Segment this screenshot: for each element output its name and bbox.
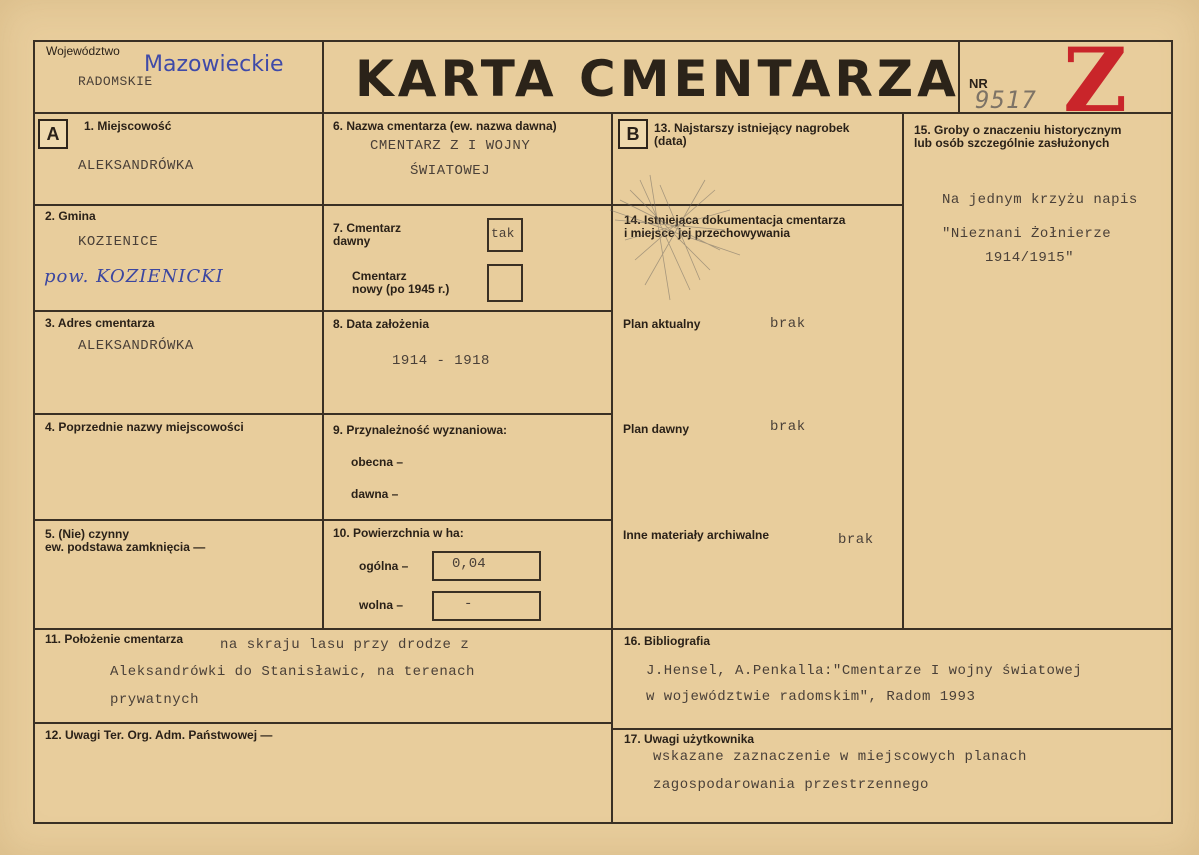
field-15-label: 15. Groby o znaczeniu historycznym lub osób szczególnie zasłużonych	[914, 123, 1122, 150]
field-4-label: 4. Poprzednie nazwy miejscowości	[45, 420, 244, 434]
row-line-c2-2	[322, 310, 613, 312]
field-6-label: 6. Nazwa cmentarza (ew. nazwa dawna)	[333, 119, 557, 133]
wojewodztwo-stamp: Mazowieckie	[144, 52, 284, 77]
col-divider-3	[902, 112, 904, 630]
z-mark: Z	[1063, 28, 1128, 132]
field-7-nowy-label: Cmentarz nowy (po 1945 r.)	[352, 269, 450, 296]
field-17-line2: zagospodarowania przestrzennego	[653, 777, 929, 793]
field-11-label: 11. Położenie cmentarza	[45, 632, 184, 646]
field-10-wolna-label: wolna –	[359, 598, 404, 612]
field-10-ogolna-box	[432, 551, 541, 581]
frame-top	[33, 40, 1173, 42]
row-line-c1-1	[33, 204, 324, 206]
frame-right	[1171, 40, 1173, 824]
wojewodztwo-label: Województwo	[46, 44, 120, 58]
nr-label: NR	[969, 76, 988, 91]
field-8-value: 1914 - 1918	[392, 353, 490, 369]
field-10-ogolna-value: 0,04	[452, 556, 486, 572]
field-1-value: ALEKSANDRÓWKA	[78, 158, 194, 174]
row-line-c1-4	[33, 519, 324, 521]
field-15-line2: "Nieznani Żołnierze	[942, 226, 1112, 242]
field-3-label: 3. Adres cmentarza	[45, 316, 155, 330]
field-7-nowy-box	[487, 264, 523, 302]
section-a-marker: A	[38, 119, 68, 149]
plan-dawny-label: Plan dawny	[623, 422, 690, 436]
section-b-marker: B	[618, 119, 648, 149]
field-9-obecna: obecna –	[351, 455, 404, 469]
field-13-label: 13. Najstarszy istniejący nagrobek (data)	[654, 121, 850, 148]
field-11-line1: na skraju lasu przy drodze z	[220, 637, 470, 653]
field-7-dawny-value: tak	[491, 226, 515, 241]
field-8-label: 8. Data założenia	[333, 317, 430, 331]
field-9-dawna: dawna –	[351, 487, 399, 501]
wojewodztwo-typed: RADOMSKIE	[78, 74, 153, 89]
field-2-label: 2. Gmina	[45, 209, 96, 223]
frame-left	[33, 40, 35, 824]
field-10-wolna-box	[432, 591, 541, 621]
field-10-label: 10. Powierzchnia w ha:	[333, 526, 464, 540]
field-10-wolna-value: -	[464, 596, 473, 612]
field-2-value: KOZIENICE	[78, 234, 159, 250]
field-6-value-line1: CMENTARZ Z I WOJNY	[370, 138, 531, 154]
field-7-dawny-box	[487, 218, 523, 252]
row-line-bottom-2	[33, 722, 613, 724]
field-15-line3: 1914/1915"	[985, 250, 1075, 266]
field-6-value-line2: ŚWIATOWEJ	[410, 163, 491, 179]
row-line-bottom-3	[611, 728, 1173, 730]
inne-materialy-value: brak	[838, 532, 874, 548]
field-17-label: 17. Uwagi użytkownika	[624, 732, 755, 746]
pencil-scribble-mark	[600, 160, 750, 310]
field-7-dawny-label: 7. Cmentarz dawny	[333, 221, 402, 248]
nr-value: 9517	[975, 86, 1037, 114]
field-11-line3: prywatnych	[110, 692, 200, 708]
plan-aktualny-label: Plan aktualny	[623, 317, 701, 331]
row-line-c2-3	[322, 413, 613, 415]
plan-aktualny-value: brak	[770, 316, 806, 332]
field-16-label: 16. Bibliografia	[624, 634, 711, 648]
field-12-label: 12. Uwagi Ter. Org. Adm. Państwowej —	[45, 728, 273, 742]
field-16-line1: J.Hensel, A.Penkalla:"Cmentarze I wojny światowej	[646, 663, 1083, 679]
field-11-line2: Aleksandrówki do Stanisławic, na terenach	[110, 664, 475, 680]
row-line-c2-1	[322, 204, 613, 206]
field-9-label: 9. Przynależność wyznaniowa:	[333, 423, 508, 437]
field-5-label: 5. (Nie) czynny ew. podstawa zamknięcia —	[45, 527, 206, 554]
field-1-label: 1. Miejscowość	[84, 119, 172, 133]
col-divider-1	[322, 112, 324, 630]
field-14-label: 14. Istniejąca dokumentacja cmentarza i miejsce jej przechowywania	[624, 213, 846, 240]
field-15-line1: Na jednym krzyżu napis	[942, 192, 1138, 208]
field-16-line2: w województwie radomskim", Radom 1993	[646, 689, 976, 705]
row-line-c1-2	[33, 310, 324, 312]
row-line-c1-3	[33, 413, 324, 415]
row-line-c2-4	[322, 519, 613, 521]
field-3-value: ALEKSANDRÓWKA	[78, 338, 194, 354]
field-2-handwritten: pow. KOZIENICKI	[44, 266, 224, 287]
page-title: KARTA CMENTARZA	[355, 50, 960, 108]
inne-materialy-label: Inne materiały archiwalne	[623, 528, 770, 542]
row-line-bottom-1	[33, 628, 1173, 630]
plan-dawny-value: brak	[770, 419, 806, 435]
field-17-line1: wskazane zaznaczenie w miejscowych planach	[653, 749, 1027, 765]
header-divider-left	[322, 40, 324, 114]
field-10-ogolna-label: ogólna –	[359, 559, 409, 573]
frame-bottom	[33, 822, 1173, 824]
